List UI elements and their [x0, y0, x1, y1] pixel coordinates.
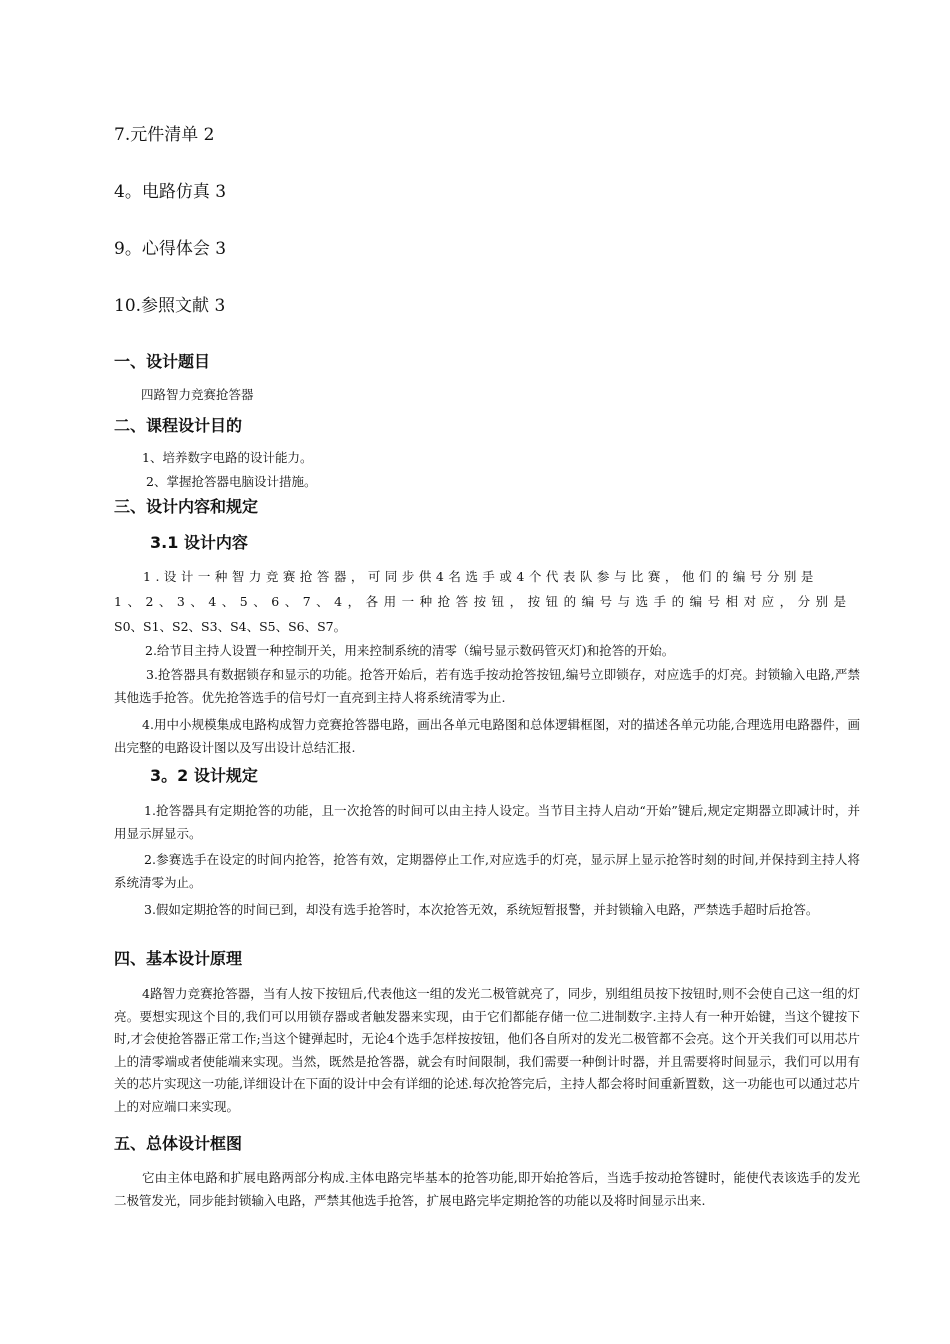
requirement-para-1: 1.抢答器具有定期抢答的功能，且一次抢答的时间可以由主持人设定。当节目主持人启动“开始”键后,规定定期器立即减计时，并用显示屏显示。	[114, 803, 860, 841]
content-para-4: 4.用中小规模集成电路构成智力竞赛抢答器电路，画出各单元电路图和总体逻辑框图，对的描述各单元功能,合理选用电路器件，画出完整的电路设计图以及写出设计总结汇报.	[114, 717, 860, 755]
toc-item-circuit-simulation: 4。电路仿真 3	[114, 182, 227, 202]
overall-design-text: 它由主体电路和扩展电路两部分构成.主体电路完毕基本的抢答功能,即开始抢答后，当选手按动抢答键时，能使代表该选手的发光二极管发光，同步能封锁输入电路，严禁其他选手抢答，扩展电路完毕定期抢答的功能以及将时间显示出来.	[114, 1170, 860, 1208]
requirement-para-3: 3.假如定期抢答的时间已到，却没有选手抢答时，本次抢答无效，系统短暂报警，并封锁输入电路，严禁选手超时后抢答。	[144, 902, 819, 917]
heading-design-topic: 一、设计题目	[114, 352, 211, 371]
heading-course-purpose: 二、课程设计目的	[114, 416, 243, 435]
heading-design-content: 3.1 设计内容	[150, 533, 248, 552]
purpose-point-1: 1、培养数字电路的设计能力。	[142, 450, 313, 465]
content-para-2: 2.给节目主持人设置一种控制开关，用来控制系统的清零（编号显示数码管灭灯)和抢答的开始。	[145, 643, 675, 658]
content-para-1-line-1: 1.设计一种智力竞赛抢答器，可同步供4名选手或4个代表队参与比赛，他们的编号分别是	[143, 569, 818, 584]
design-topic-text: 四路智力竞赛抢答器	[141, 387, 254, 402]
content-para-1-line-3: S0、S1、S2、S3、S4、S5、S6、S7。	[114, 619, 347, 634]
content-para-3: 3.抢答器具有数据锁存和显示的功能。抢答开始后，若有选手按动抢答按钮,编号立即锁存，对应选手的灯亮。封锁输入电路,严禁其他选手抢答。优先抢答选手的信号灯一直亮到主持人将系统清零为止.	[114, 667, 860, 705]
requirement-para-2: 2.参赛选手在设定的时间内抢答，抢答有效，定期器停止工作,对应选手的灯亮，显示屏上显示抢答时刻的时间,并保持到主持人将系统清零为止。	[114, 852, 860, 890]
heading-design-requirements: 3。2 设计规定	[150, 766, 258, 785]
basic-principle-text: 4路智力竞赛抢答器，当有人按下按钮后,代表他这一组的发光二极管就亮了，同步，别组组员按下按钮时,则不会使自己这一组的灯亮。要想实现这个目的,我们可以用锁存器或者触发器来实现，由于它们都能存储一位二进制数字.主持人有一种开始键，当这个键按下时,才会使抢答器正常工作;当这个键弹起时，无论4个选手怎样按按钮，他们各自所对的发光二极管都不会亮。这个开关我们可以用芯片上的清零端或者使能端来实现。当然，既然是抢答器，就会有时间限制，我们需要一种倒计时器，并且需要将时间显示，我们可以用有关的芯片实现这一功能,详细设计在下面的设计中会有详细的论述.每次抢答完后，主持人都会将时间重新置数，这一功能也可以通过芯片上的对应端口来实现。	[114, 986, 860, 1114]
toc-item-component-list: 7.元件清单 2	[114, 125, 215, 145]
heading-basic-principle: 四、基本设计原理	[114, 949, 243, 968]
toc-item-reflections: 9。心得体会 3	[114, 239, 227, 259]
heading-design-content-requirements: 三、设计内容和规定	[114, 497, 259, 516]
toc-item-references: 10.参照文献 3	[114, 296, 226, 316]
heading-overall-block-diagram: 五、总体设计框图	[114, 1134, 243, 1153]
purpose-point-2: 2、掌握抢答器电脑设计措施。	[146, 474, 317, 489]
content-para-1-line-2: 1、2、3、4、5、6、7、4，各用一种抢答按钮，按钮的编号与选手的编号相对应，分别是	[114, 594, 852, 609]
